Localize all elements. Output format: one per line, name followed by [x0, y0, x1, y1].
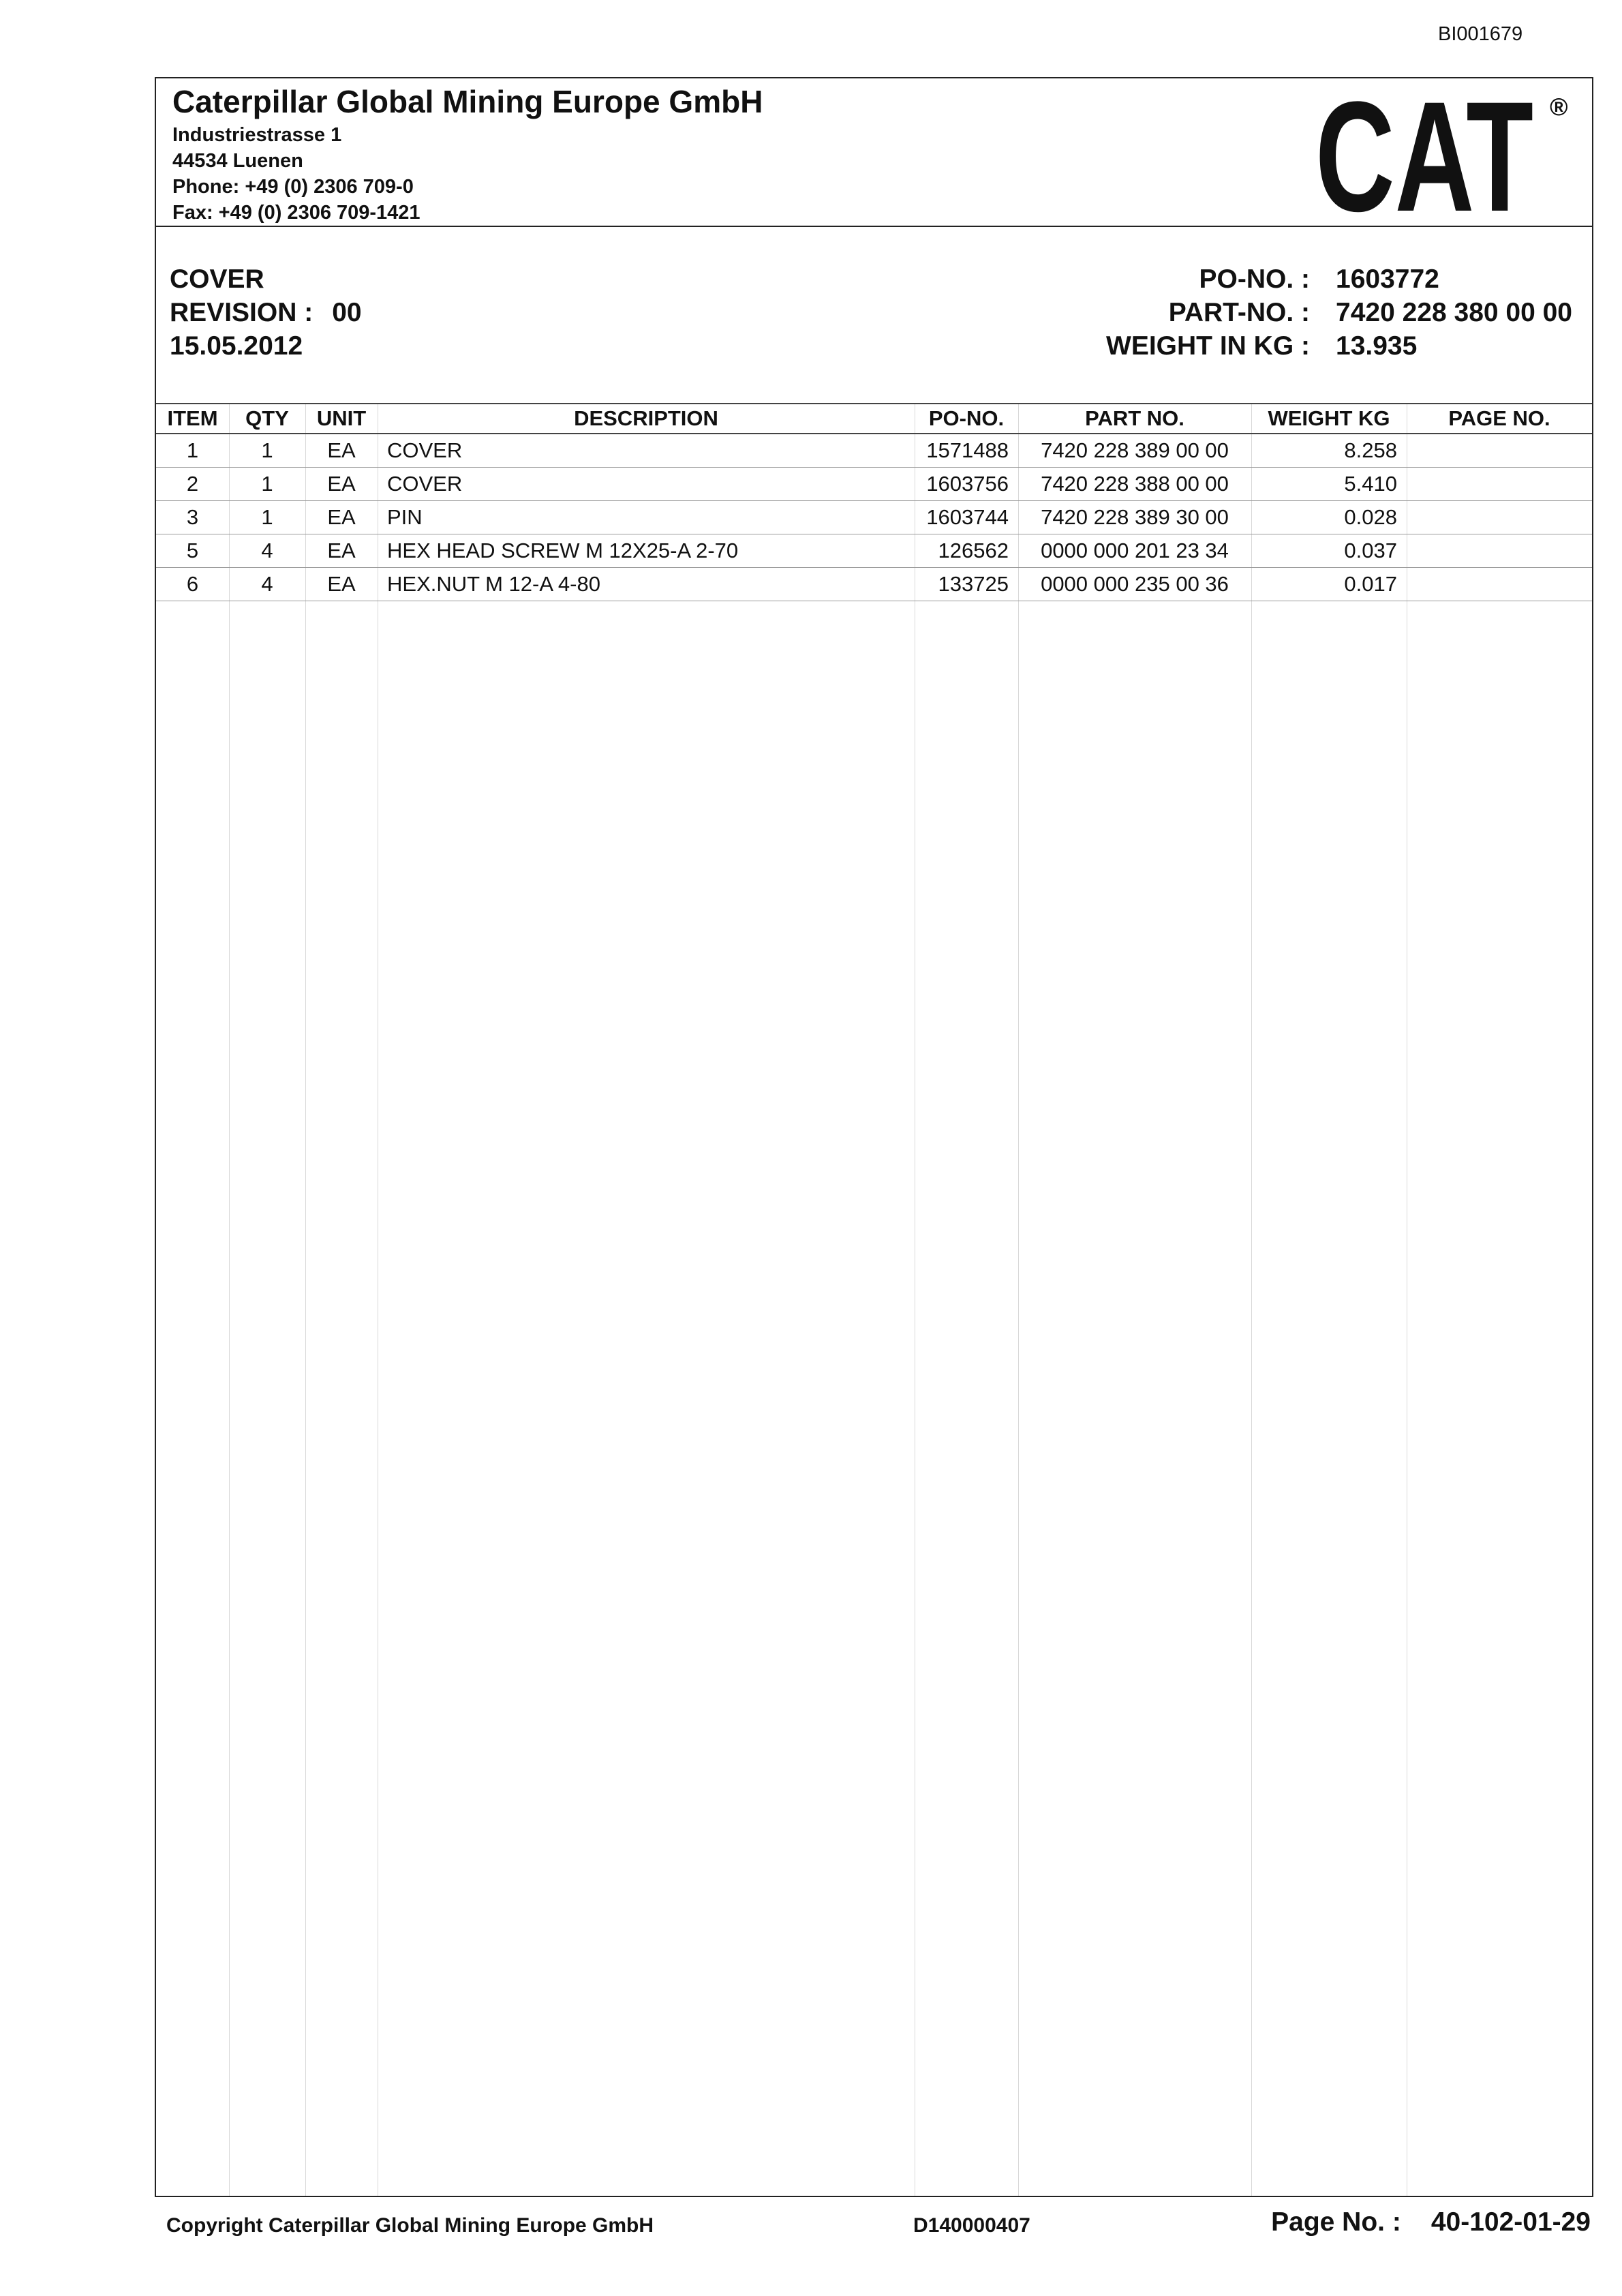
- header-unit: UNIT: [305, 404, 378, 434]
- copyright-notice: Copyright Caterpillar Global Mining Europe GmbH: [166, 2214, 654, 2237]
- cell-weight: 0.028: [1251, 501, 1407, 534]
- part-title: COVER: [170, 265, 264, 294]
- cell-unit: EA: [305, 434, 378, 468]
- company-phone: Phone: +49 (0) 2306 709-0: [172, 176, 414, 198]
- column-divider: [229, 403, 230, 2196]
- table-row: [156, 501, 1592, 534]
- cell-part-no: 7420 228 389 00 00: [1018, 434, 1251, 468]
- cell-description: COVER: [378, 434, 915, 468]
- cell-unit: EA: [305, 534, 378, 568]
- cell-item: 6: [156, 568, 229, 601]
- header-weight: WEIGHT KG: [1251, 404, 1407, 434]
- part-value: 7420 228 380 00 00: [1336, 298, 1573, 327]
- page-value: 40-102-01-29: [1430, 2207, 1591, 2237]
- revision-label: REVISION :: [170, 298, 313, 327]
- table-row: [156, 568, 1592, 601]
- header-po-no: PO-NO.: [915, 404, 1018, 434]
- header-qty: QTY: [229, 404, 305, 434]
- company-block: [172, 81, 763, 226]
- cell-weight: 0.017: [1251, 568, 1407, 601]
- po-row: [1106, 262, 1581, 296]
- cell-qty: 1: [229, 434, 305, 468]
- header-item: ITEM: [156, 404, 229, 434]
- company-city: 44534 Luenen: [172, 150, 303, 172]
- cell-page-no: [1407, 568, 1592, 601]
- company-fax: Fax: +49 (0) 2306 709-1421: [172, 202, 420, 224]
- company-street: Industriestrasse 1: [172, 124, 342, 146]
- po-label: PO-NO. :: [1199, 265, 1310, 294]
- document-number: D140000407: [913, 2214, 1030, 2237]
- revision-value: 00: [332, 298, 362, 327]
- table-row: [156, 468, 1592, 501]
- column-divider: [305, 403, 306, 2196]
- header-description: DESCRIPTION: [378, 404, 915, 434]
- cell-page-no: [1407, 434, 1592, 468]
- cell-unit: EA: [305, 568, 378, 601]
- document-id: BI001679: [1438, 23, 1523, 45]
- part-label: PART-NO. :: [1168, 298, 1310, 327]
- cell-weight: 8.258: [1251, 434, 1407, 468]
- cell-unit: EA: [305, 468, 378, 501]
- cell-item: 1: [156, 434, 229, 468]
- cell-item: 3: [156, 501, 229, 534]
- cell-part-no: 7420 228 388 00 00: [1018, 468, 1251, 501]
- cell-po-no: 1603744: [915, 501, 1018, 534]
- part-row: [1106, 296, 1581, 329]
- column-divider: [1018, 403, 1019, 2196]
- registered-mark: ®: [1550, 93, 1568, 121]
- cell-page-no: [1407, 468, 1592, 501]
- cell-part-no: 7420 228 389 30 00: [1018, 501, 1251, 534]
- company-header: [156, 78, 1592, 227]
- cell-description: COVER: [378, 468, 915, 501]
- page-number-block: [1271, 2207, 1591, 2237]
- parts-table: [156, 403, 1592, 601]
- cat-logo: [1310, 87, 1582, 223]
- table-row: [156, 534, 1592, 568]
- weight-row: [1106, 329, 1581, 363]
- cell-po-no: 126562: [915, 534, 1018, 568]
- document-date: 15.05.2012: [170, 331, 303, 361]
- cell-po-no: 133725: [915, 568, 1018, 601]
- weight-label: WEIGHT IN KG :: [1106, 331, 1310, 361]
- part-info-block: [1106, 262, 1581, 363]
- company-name: Caterpillar Global Mining Europe GmbH: [172, 84, 763, 119]
- cell-po-no: 1603756: [915, 468, 1018, 501]
- cell-item: 5: [156, 534, 229, 568]
- revision-line: [170, 296, 362, 329]
- cell-qty: 4: [229, 568, 305, 601]
- cell-qty: 4: [229, 534, 305, 568]
- page-label: Page No. :: [1271, 2207, 1401, 2237]
- cell-qty: 1: [229, 501, 305, 534]
- document-frame: [155, 77, 1593, 2197]
- header-page-no: PAGE NO.: [1407, 404, 1592, 434]
- weight-value: 13.935: [1336, 331, 1418, 361]
- cell-weight: 5.410: [1251, 468, 1407, 501]
- part-title-block: [170, 262, 362, 363]
- cell-weight: 0.037: [1251, 534, 1407, 568]
- cell-page-no: [1407, 534, 1592, 568]
- po-value: 1603772: [1336, 265, 1439, 294]
- cell-description: PIN: [378, 501, 915, 534]
- cell-po-no: 1571488: [915, 434, 1018, 468]
- table-header-row: [156, 404, 1592, 434]
- cell-description: HEX.NUT M 12-A 4-80: [378, 568, 915, 601]
- svg-text:CAT: CAT: [1315, 87, 1533, 223]
- cell-unit: EA: [305, 501, 378, 534]
- cell-part-no: 0000 000 201 23 34: [1018, 534, 1251, 568]
- table-row: [156, 434, 1592, 468]
- cell-qty: 1: [229, 468, 305, 501]
- cat-logo-letters: [1315, 87, 1533, 223]
- column-divider: [1251, 403, 1252, 2196]
- cell-item: 2: [156, 468, 229, 501]
- cell-part-no: 0000 000 235 00 36: [1018, 568, 1251, 601]
- cell-page-no: [1407, 501, 1592, 534]
- cell-description: HEX HEAD SCREW M 12X25-A 2-70: [378, 534, 915, 568]
- header-part-no: PART NO.: [1018, 404, 1251, 434]
